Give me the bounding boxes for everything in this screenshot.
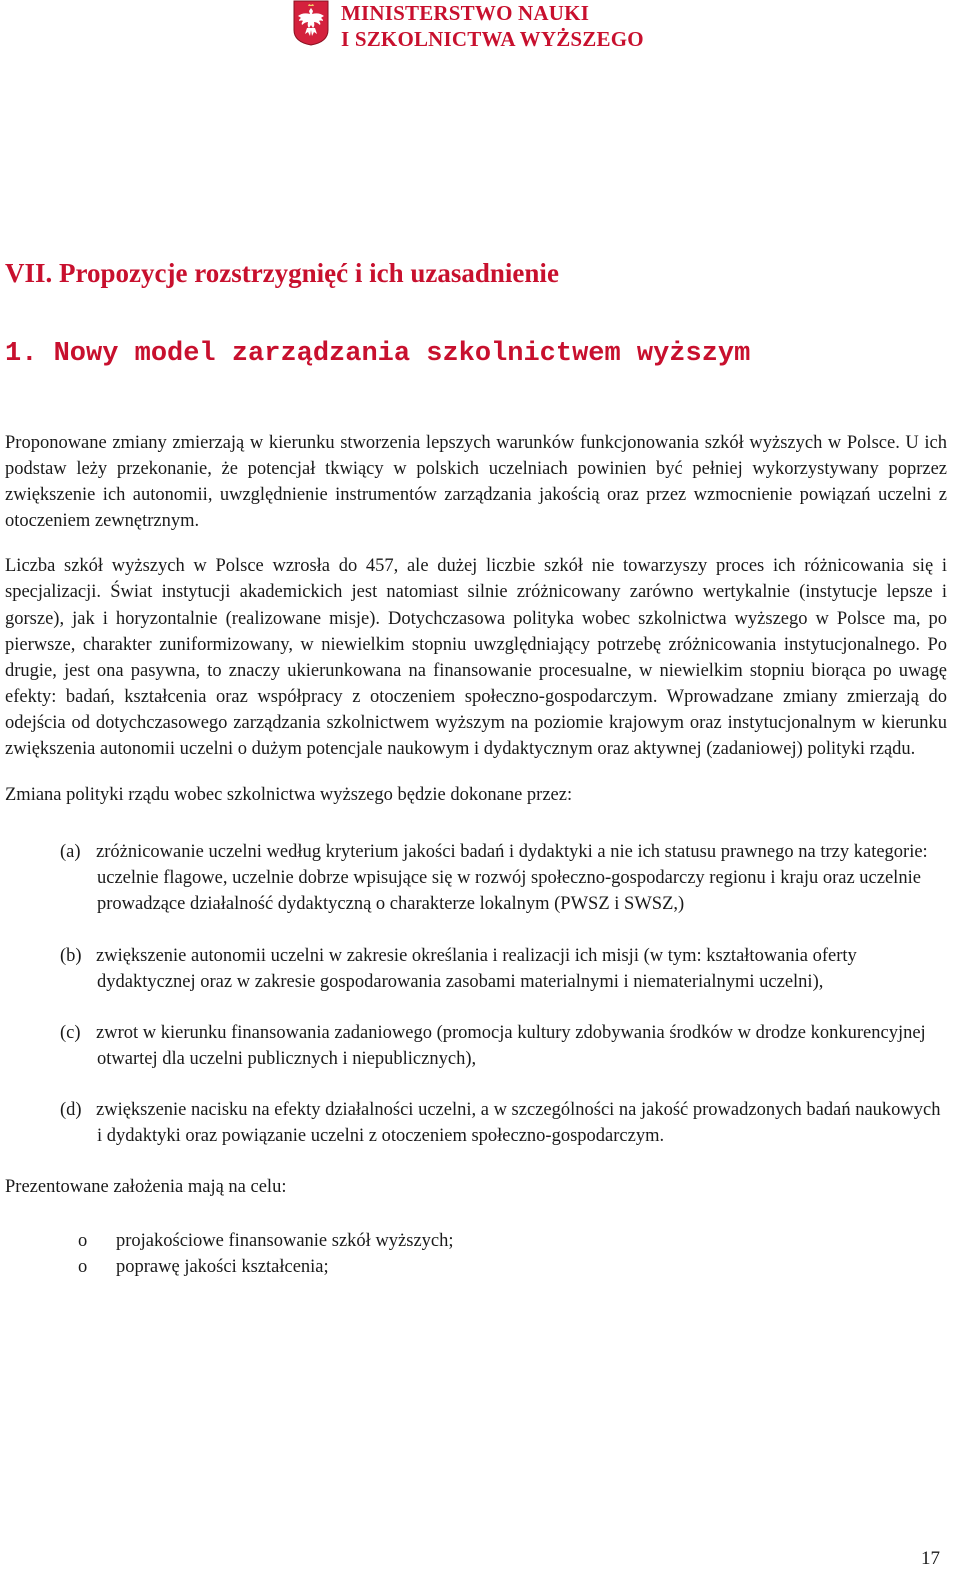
paragraph-intro: Proponowane zmiany zmierzają w kierunku stworzenia lepszych warunków funkcjonowania szkół wyższych w Polsce. U ich podstaw leży przekonanie, że potencjał tkwiący w polskich uczelniach powinien być pełniej wykorzystywany poprzez zwiększenie ich autonomii, uwzględnienie instrumentów zarządzania jakością oraz przez wzmocnienie powiązań uczelni z otoczeniem zewnętrznym. bbox=[5, 433, 947, 532]
list-item bbox=[5, 839, 947, 917]
list-item bbox=[5, 1254, 947, 1280]
subsection-title: 1. Nowy model zarządzania szkolnictwem wyższym bbox=[5, 339, 751, 369]
document-body bbox=[5, 430, 947, 1280]
list-item-text: projakościowe finansowanie szkół wyższych; bbox=[116, 1231, 454, 1252]
polish-eagle-emblem-icon bbox=[293, 0, 329, 46]
ministry-name-line2: I SZKOLNICTWA WYŻSZEGO bbox=[341, 27, 644, 51]
bullet-marker: o bbox=[78, 1257, 88, 1278]
policy-change-list bbox=[5, 839, 947, 1149]
list-item-marker: (c) bbox=[60, 1022, 81, 1043]
list-item-text: zwrot w kierunku finansowania zadaniowego (promocja kultury zdobywania środków w drodze konkurencyjnej otwartej dla uczelni publicznych i niepublicznych), bbox=[96, 1022, 926, 1069]
ministry-name bbox=[341, 0, 644, 52]
list-item bbox=[5, 1020, 947, 1072]
goals-list bbox=[5, 1228, 947, 1280]
list-item-marker: (a) bbox=[60, 842, 81, 863]
section-title: VII. Propozycje rozstrzygnięć i ich uzasadnienie bbox=[5, 258, 559, 288]
paragraph-analysis: Liczba szkół wyższych w Polsce wzrosła do 457, ale dużej liczbie szkół nie towarzyszy proces ich różnicowania się i specjalizacji. Świat instytucji akademickich jest natomiast silnie zróżnicowany zarówno wertykalnie (instytucje lepsze i gorsze), jak i horyzontalnie (realizowane misje). Dotychczasowa polityka wobec szkolnictwa wyższego w Polsce ma, po pierwsze, charakter zuniformizowany, w niewielkim stopniu uwzględniający potrzebę zróżnicowania instytucjonalnego. Po drugie, jest ona pasywna, to znaczy ukierunkowana na finansowanie procesualne, w niewielkim stopniu biorąca po uwagę efekty: badań, kształcenia oraz współpracy z otoczeniem społeczno-gospodarczym. Wprowadzane zmiany zmierzają do odejścia od dotychczasowego zarządzania szkolnictwem wyższym na poziomie krajowym oraz instytucjonalnym w kierunku zwiększenia autonomii uczelni o dużym potencjale naukowym i dydaktycznym oraz aktywnej (zadaniowej) polityki rządu. bbox=[5, 556, 947, 760]
paragraph-policy-change: Zmiana polityki rządu wobec szkolnictwa wyższego będzie dokonane przez: bbox=[5, 785, 573, 806]
list-item-text: zwiększenie autonomii uczelni w zakresie określania i realizacji ich misji (w tym: kształtowania oferty dydaktycznej oraz w zakresie gospodarowania zasobami materialnymi i niematerialnymi uczelni), bbox=[96, 945, 857, 992]
page-number: 17 bbox=[921, 1548, 940, 1569]
list-item bbox=[5, 1228, 947, 1254]
list-item-text: poprawę jakości kształcenia; bbox=[116, 1257, 329, 1278]
list-item bbox=[5, 943, 947, 995]
list-item-marker: (d) bbox=[60, 1099, 82, 1120]
bullet-marker: o bbox=[78, 1231, 88, 1252]
page-header bbox=[293, 0, 644, 50]
list-item-text: zróżnicowanie uczelni według kryterium jakości badań i dydaktyki a nie ich statusu prawnego na trzy kategorie: uczelnie flagowe, uczelnie dobrze wpisujące się w rozwój społeczno-gospodarczy regionu i kraju oraz uczelnie prowadzące działalność dydaktyczną o charakterze lokalnym (PWSZ i SWSZ,) bbox=[96, 842, 928, 915]
paragraph-goals-lead: Prezentowane założenia mają na celu: bbox=[5, 1177, 287, 1198]
list-item-text: zwiększenie nacisku na efekty działalności uczelni, a w szczególności na jakość prowadzonych badań naukowych i dydaktyki oraz powiązanie uczelni z otoczeniem społeczno-gospodarczym. bbox=[96, 1099, 941, 1146]
list-item bbox=[5, 1097, 947, 1149]
ministry-name-line1: MINISTERSTWO NAUKI bbox=[341, 1, 590, 25]
list-item-marker: (b) bbox=[60, 945, 82, 966]
